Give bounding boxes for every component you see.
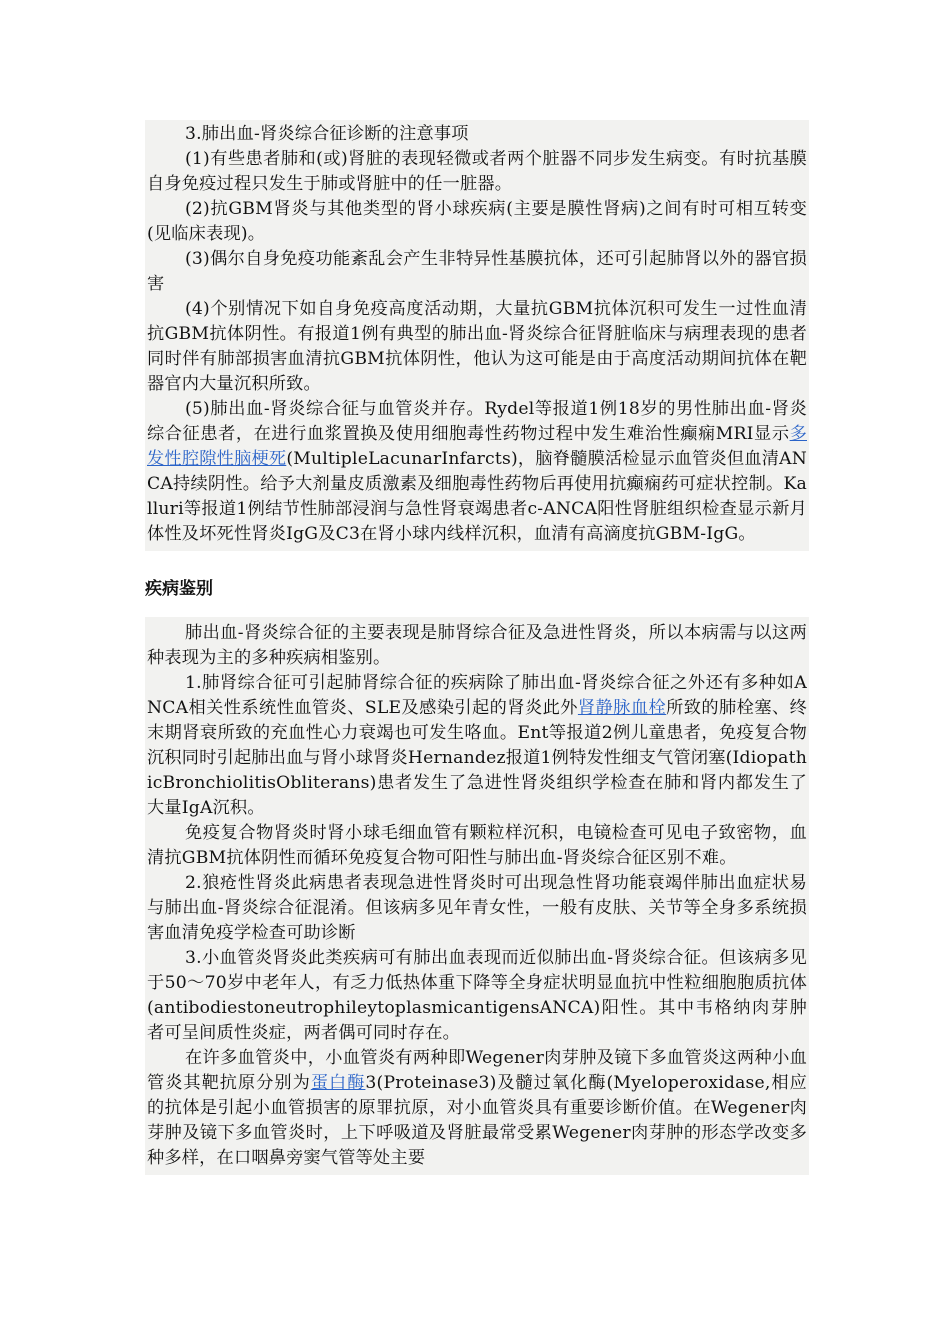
note-paragraph-2: (2)抗GBM肾炎与其他类型的肾小球疾病(主要是膜性肾病)之间有时可相互转变(见临床表现)。 bbox=[147, 199, 807, 244]
document-page bbox=[145, 120, 809, 1175]
note-paragraph-3: (3)偶尔自身免疫功能紊乱会产生非特异性基膜抗体，还可引起肺肾以外的器官损害 bbox=[147, 249, 807, 294]
note-paragraph-5-text-a: (5)肺出血-肾炎综合征与血管炎并存。Rydel等报道1例18岁的男性肺出血-肾炎综合征患者，在进行血浆置换及使用细胞毒性药物过程中发生难治性癫痫MRI显示 bbox=[147, 399, 807, 444]
differential-diagnosis-section bbox=[145, 617, 809, 1175]
differential-intro: 肺出血-肾炎综合征的主要表现是肺肾综合征及急进性肾炎，所以本病需与以这两种表现为主的多种疾病相鉴别。 bbox=[147, 623, 807, 668]
differential-paragraph-1-text-a: 1.肺肾综合征可引起肺肾综合征的疾病除了肺出血-肾炎综合征之外还有多种如ANCA相关性系统性血管炎、SLE及感染引起的肾炎此外 bbox=[147, 673, 807, 718]
note-paragraph-4: (4)个别情况下如自身免疫高度活动期，大量抗GBM抗体沉积可发生一过性血清抗GBM抗体阴性。有报道1例有典型的肺出血-肾炎综合征肾脏临床与病理表现的患者同时伴有肺部损害血清抗GBM抗体阴性，他认为这可能是由于高度活动期间抗体在靶器官内大量沉积所致。 bbox=[147, 299, 807, 394]
link-renal-vein-thrombosis[interactable]: 肾静脉血栓 bbox=[577, 698, 667, 718]
link-protease[interactable]: 蛋白酶 bbox=[310, 1073, 366, 1093]
differential-paragraph-3: 2.狼疮性肾炎此病患者表现急进性肾炎时可出现急性肾功能衰竭伴肺出血症状易与肺出血-肾炎综合征混淆。但该病多见年青女性，一般有皮肤、关节等全身多系统损害血清免疫学检查可助诊断 bbox=[147, 873, 807, 943]
heading-differential-diagnosis: 疾病鉴别 bbox=[145, 579, 213, 599]
diagnosis-notes-section bbox=[145, 120, 809, 551]
differential-paragraph-1 bbox=[147, 671, 807, 821]
note-paragraph-5 bbox=[147, 397, 807, 547]
differential-paragraph-5-text-b: 3(Proteinase3)及髓过氧化酶(Myeloperoxidase,相应的抗体是引起小血管损害的原罪抗原，对小血管炎具有重要诊断价值。在Wegener肉芽肿及镜下多血管炎时，上下呼吸道及肾脏最常受累Wegener肉芽肿的形态学改变多种多样，在口咽鼻旁窦气管等处主要 bbox=[147, 1073, 807, 1168]
differential-paragraph-2: 免疫复合物肾炎时肾小球毛细血管有颗粒样沉积，电镜检查可见电子致密物，血清抗GBM抗体阴性而循环免疫复合物可阳性与肺出血-肾炎综合征区别不难。 bbox=[147, 823, 807, 868]
link-multiple-lacunar-infarcts[interactable]: 多发性腔隙性脑梗死 bbox=[147, 424, 807, 469]
note-paragraph-1: (1)有些患者肺和(或)肾脏的表现轻微或者两个脏器不同步发生病变。有时抗基膜自身免疫过程只发生于肺或肾脏中的任一脏器。 bbox=[147, 149, 807, 194]
section-title-diagnosis-notes: 3.肺出血-肾炎综合征诊断的注意事项 bbox=[185, 124, 469, 144]
differential-paragraph-5 bbox=[147, 1046, 807, 1171]
differential-paragraph-1-text-b: 所致的肺栓塞、终末期肾衰所致的充血性心力衰竭也可发生咯血。Ent等报道2例儿童患者，免疫复合物沉积同时引起肺出血与肾小球肾炎Hernandez报道1例特发性细支气管闭塞(IdiopathicBronchiolitisObliterans)患者发生了急进性肾炎组织学检查在肺和肾内都发生了大量IgA沉积。 bbox=[147, 698, 807, 818]
note-paragraph-5-text-b: (MultipleLacunarInfarcts)，脑脊髓膜活检显示血管炎但血清ANCA持续阴性。给予大剂量皮质激素及细胞毒性药物后再使用抗癫痫药可症状控制。Kalluri等报道1例结节性肺部浸润与急性肾衰竭患者c-ANCA阳性肾脏组织检查显示新月体性及坏死性肾炎IgG及C3在肾小球内线样沉积，血清有高滴度抗GBM-IgG。 bbox=[147, 449, 807, 544]
differential-paragraph-4: 3.小血管炎肾炎此类疾病可有肺出血表现而近似肺出血-肾炎综合征。但该病多见于50～70岁中老年人，有乏力低热体重下降等全身症状明显血抗中性粒细胞胞质抗体 (antibodiestoneutrophileytoplasmicantigensANCA)阳性。其中韦格纳肉芽肿者可呈间质性炎症，两者偶可同时存在。 bbox=[147, 948, 807, 1043]
differential-paragraph-5-text-a: 在许多血管炎中，小血管炎有两种即Wegener肉芽肿及镜下多血管炎这两种小血管炎其靶抗原分别为 bbox=[147, 1048, 807, 1093]
